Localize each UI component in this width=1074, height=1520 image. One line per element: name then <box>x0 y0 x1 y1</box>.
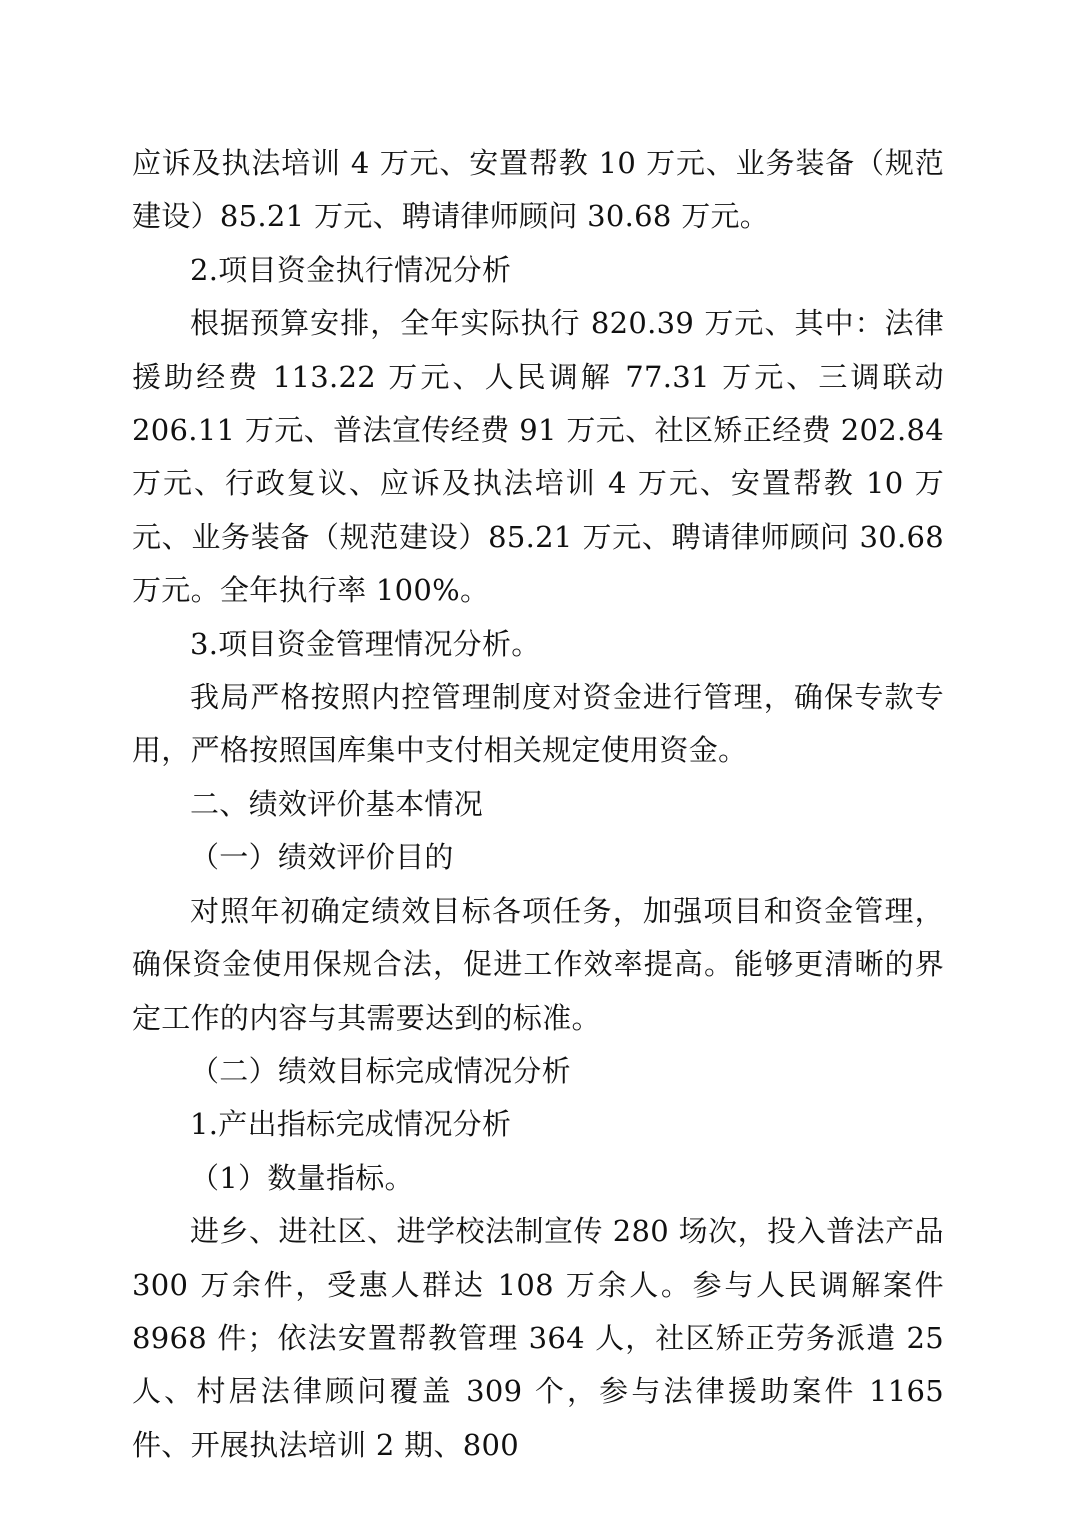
document-body <box>132 137 944 1472</box>
paragraph-quantity-indicators: 进乡、进社区、进学校法制宣传 280 场次，投入普法产品 300 万余件，受惠人群达 108 万余人。参与人民调解案件 8968 件；依法安置帮教管理 364 人，社区矫正劳务派遣 25 人、村居法律顾问覆盖 309 个，参与法律援助案件 1165 件、开展执法培训 2 期、800 <box>132 1214 944 1462</box>
paragraph-fund-management: 我局严格按照内控管理制度对资金进行管理，确保专款专用，严格按照国库集中支付相关规定使用资金。 <box>132 680 944 768</box>
heading-evaluation-purpose: （一）绩效评价目的 <box>190 840 454 875</box>
heading-output-indicators: 1.产出指标完成情况分析 <box>190 1107 512 1142</box>
heading-performance-evaluation: 二、绩效评价基本情况 <box>190 786 484 821</box>
heading-fund-execution-analysis: 2.项目资金执行情况分析 <box>190 252 512 287</box>
heading-quantity-indicators: （1）数量指标。 <box>190 1160 414 1195</box>
paragraph-budget-items-continued: 应诉及执法培训 4 万元、安置帮教 10 万元、业务装备（规范建设）85.21 万元、聘请律师顾问 30.68 万元。 <box>132 146 944 234</box>
paragraph-evaluation-purpose: 对照年初确定绩效目标各项任务，加强项目和资金管理，确保资金使用保规合法，促进工作效率提高。能够更清晰的界定工作的内容与其需要达到的标准。 <box>132 893 944 1035</box>
heading-fund-management-analysis: 3.项目资金管理情况分析。 <box>190 626 541 661</box>
heading-target-completion: （二）绩效目标完成情况分析 <box>190 1053 571 1088</box>
paragraph-fund-execution: 根据预算安排，全年实际执行 820.39 万元、其中：法律援助经费 113.22 万元、人民调解 77.31 万元、三调联动 206.11 万元、普法宣传经费 91 万元、社区矫正经费 202.84 万元、行政复议、应诉及执法培训 4 万元、安置帮教 10 万元、业务装备（规范建设）85.21 万元、聘请律师顾问 30.68 万元。全年执行率 100%。 <box>132 306 944 608</box>
